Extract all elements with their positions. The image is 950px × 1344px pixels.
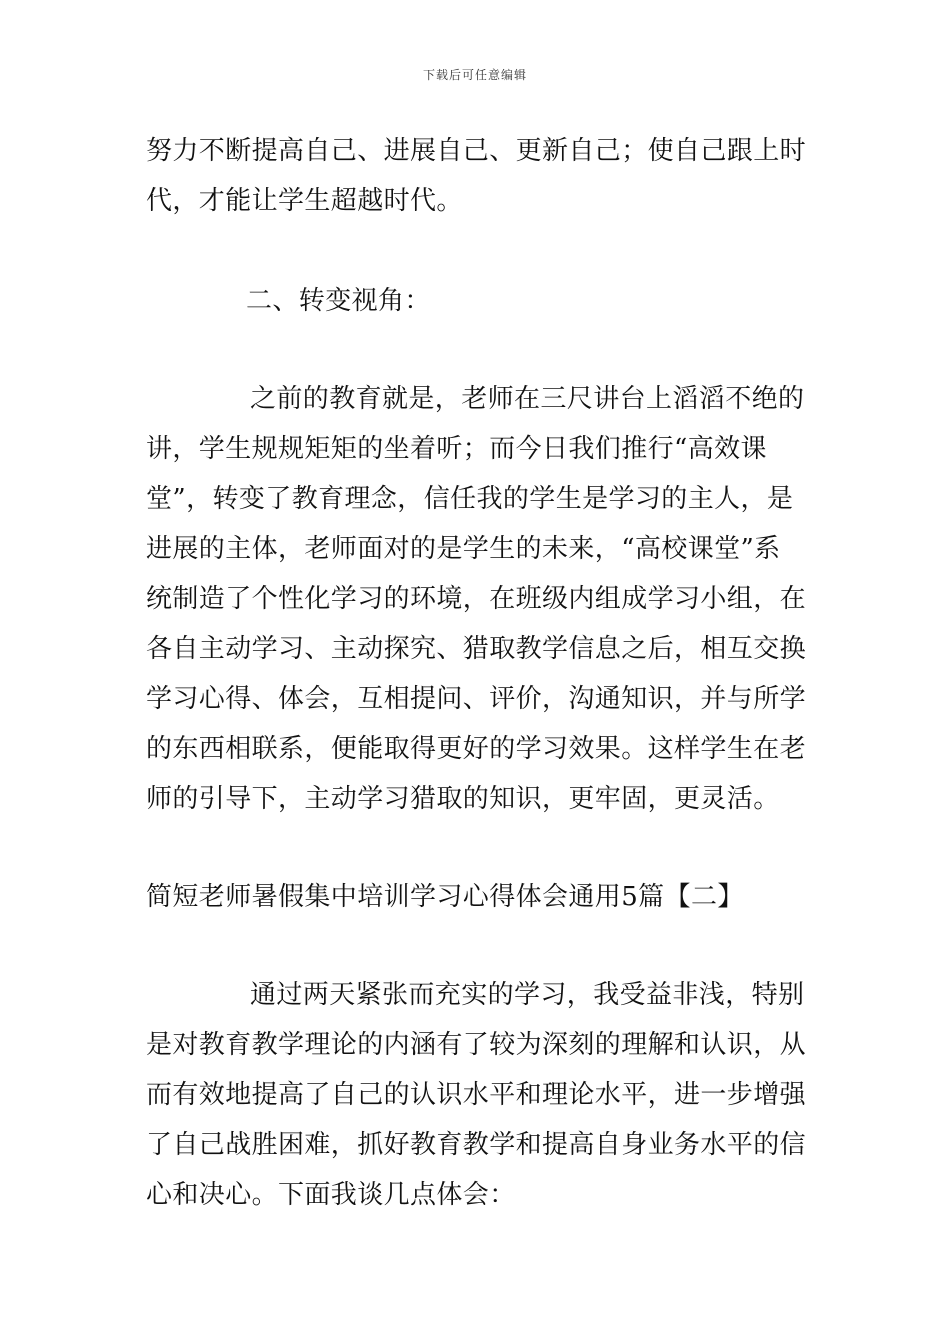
page-header: 下载后可任意编辑 [422,68,527,82]
paragraph-2 [146,374,810,824]
paragraph-3-line: 通过两天紧张而充实的学习，我受益非浅，特别 [250,980,805,1010]
paragraph-2-line: 各自主动学习、主动探究、猎取教学信息之后，相互交换 [146,634,807,664]
paragraph-3-line: 是对教育教学理论的内涵有了较为深刻的理解和认识，从 [146,1030,807,1060]
article-title [146,872,810,922]
paragraph-1 [146,126,810,226]
paragraph-2-line: 讲，学生规规矩矩的坐着听；而今日我们推行“高效课 [146,434,767,464]
paragraph-3-line: 而有效地提高了自己的认识水平和理论水平，进一步增强 [146,1080,807,1110]
paragraph-3-line: 心和决心。下面我谈几点体会： [146,1180,516,1210]
paragraph-1-line: 代，才能让学生超越时代。 [146,186,463,216]
paragraph-1-line: 努力不断提高自己、进展自己、更新自己；使自己跟上时 [146,136,807,166]
paragraph-3 [146,970,810,1220]
paragraph-2-line: 进展的主体，老师面对的是学生的未来，“高校课堂”系 [146,534,781,564]
article-title-text: 简短老师暑假集中培训学习心得体会通用5篇【二】 [146,882,744,912]
paragraph-2-line: 学习心得、体会，互相提问、评价，沟通知识，并与所学 [146,684,807,714]
paragraph-2-line: 统制造了个性化学习的环境，在班级内组成学习小组，在 [146,584,807,614]
paragraph-2-line: 之前的教育就是，老师在三尺讲台上滔滔不绝的 [250,384,805,414]
paragraph-3-line: 了自己战胜困难，抓好教育教学和提高自身业务水平的信 [146,1130,807,1160]
paragraph-2-line: 的东西相联系，便能取得更好的学习效果。这样学生在老 [146,734,807,764]
section-heading-text: 二、转变视角： [246,286,431,316]
paragraph-2-line: 师的引导下，主动学习猎取的知识，更牢固，更灵活。 [146,784,780,814]
section-heading [146,276,810,326]
paragraph-2-line: 堂”，转变了教育理念，信任我的学生是学习的主人，是 [146,484,794,514]
